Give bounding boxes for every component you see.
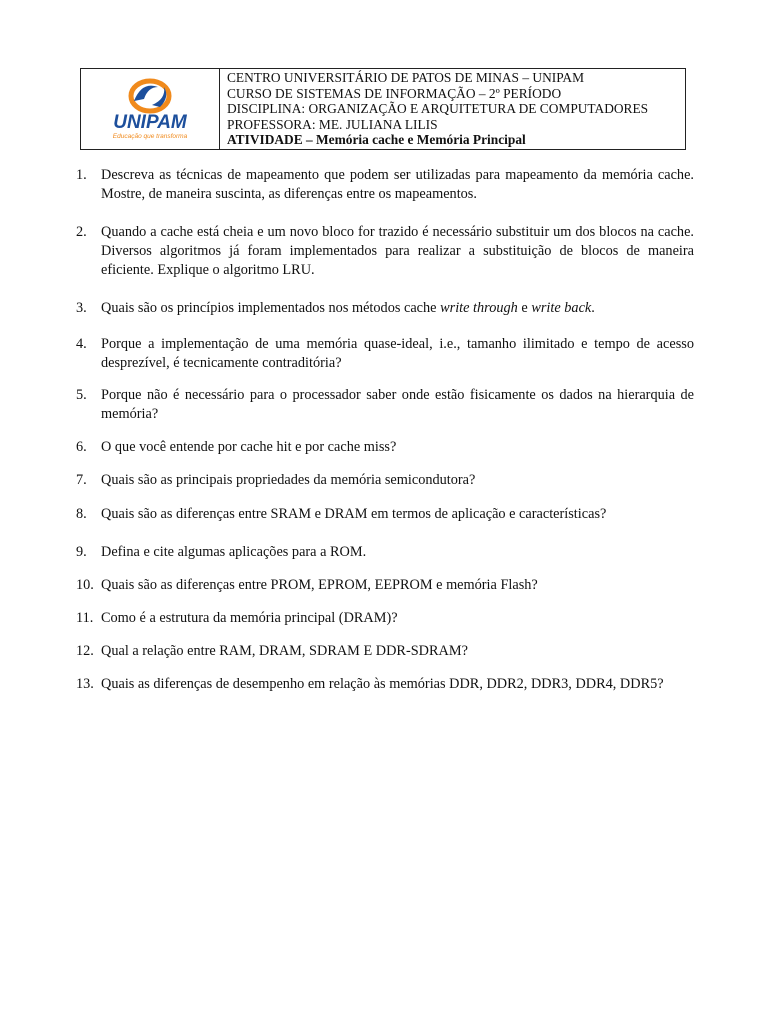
question-number: 6. — [76, 439, 87, 455]
logo-tagline: Educação que transforma — [112, 133, 188, 140]
question-text: Quais são as diferenças entre SRAM e DRAM em termos de aplicação e características? — [101, 506, 607, 522]
question-text-part: . — [591, 300, 595, 316]
question-item — [76, 505, 694, 524]
professor-line: PROFESSORA: ME. JULIANA LILIS — [227, 116, 438, 132]
question-number: 3. — [76, 300, 87, 316]
question-text: Porque a implementação de uma memória quase-ideal, i.e., tamanho ilimitado e tempo de acesso desprezível, é tecnicamente contraditória? — [101, 336, 694, 371]
question-text: Porque não é necessário para o processador saber onde estão fisicamente os dados na hierarquia de memória? — [101, 387, 694, 422]
question-number: 11. — [76, 610, 94, 626]
question-item — [76, 642, 694, 661]
question-emphasis: write back — [531, 300, 592, 316]
activity-title: ATIVIDADE – Memória cache e Memória Principal — [227, 132, 526, 148]
question-text: Como é a estrutura da memória principal (DRAM)? — [101, 610, 398, 626]
logo-wordmark: UNIPAM — [113, 112, 187, 133]
question-item — [76, 543, 694, 562]
logo-cell — [81, 69, 220, 149]
question-text: Quais são as principais propriedades da memória semicondutora? — [101, 472, 476, 488]
question-number: 8. — [76, 506, 87, 522]
question-item — [76, 438, 694, 457]
question-text: O que você entende por cache hit e por cache miss? — [101, 439, 397, 455]
question-text: Qual a relação entre RAM, DRAM, SDRAM E DDR-SDRAM? — [101, 643, 468, 659]
question-text — [101, 299, 694, 318]
course-line: CURSO DE SISTEMAS DE INFORMAÇÃO – 2º PERÍODO — [227, 85, 562, 101]
question-text: Quando a cache está cheia e um novo bloco for trazido é necessário substituir um dos blocos na cache. Diversos algoritmos já foram implementados para realizar a substituição de blocos de maneira eficiente. Explique o algoritmo LRU. — [101, 224, 694, 278]
question-emphasis: write through — [440, 300, 518, 316]
question-item — [76, 166, 694, 204]
question-item — [76, 675, 694, 694]
question-list — [76, 166, 694, 694]
question-item — [76, 335, 694, 373]
question-number: 5. — [76, 387, 87, 403]
question-number: 2. — [76, 224, 87, 240]
question-number: 9. — [76, 544, 87, 560]
question-number: 7. — [76, 472, 87, 488]
question-number: 10. — [76, 577, 94, 593]
question-item — [76, 386, 694, 424]
question-text: Quais as diferenças de desempenho em relação às memórias DDR, DDR2, DDR3, DDR4, DDR5? — [101, 676, 664, 692]
question-text: Descreva as técnicas de mapeamento que podem ser utilizadas para mapeamento da memória cache. Mostre, de maneira suscinta, as diferenças entre os mapeamentos. — [101, 167, 694, 202]
question-item — [76, 576, 694, 595]
question-item — [76, 299, 694, 318]
question-number: 13. — [76, 676, 94, 692]
discipline-line: DISCIPLINA: ORGANIZAÇÃO E ARQUITETURA DE COMPUTADORES — [227, 101, 649, 117]
question-item — [76, 471, 694, 490]
question-item — [76, 223, 694, 280]
institution-line: CENTRO UNIVERSITÁRIO DE PATOS DE MINAS – UNIPAM — [227, 70, 584, 85]
unipam-logo — [104, 75, 196, 143]
question-text-part: e — [517, 300, 532, 316]
question-number: 12. — [76, 643, 94, 659]
question-text: Defina e cite algumas aplicações para a ROM. — [101, 544, 367, 560]
question-text: Quais são as diferenças entre PROM, EPROM, EEPROM e memória Flash? — [101, 577, 538, 593]
question-number: 1. — [76, 167, 87, 183]
question-text-part: Quais são os princípios implementados nos métodos cache — [101, 300, 441, 316]
header-info — [220, 69, 685, 149]
header-table — [80, 68, 686, 150]
question-number: 4. — [76, 336, 87, 352]
question-item — [76, 609, 694, 628]
